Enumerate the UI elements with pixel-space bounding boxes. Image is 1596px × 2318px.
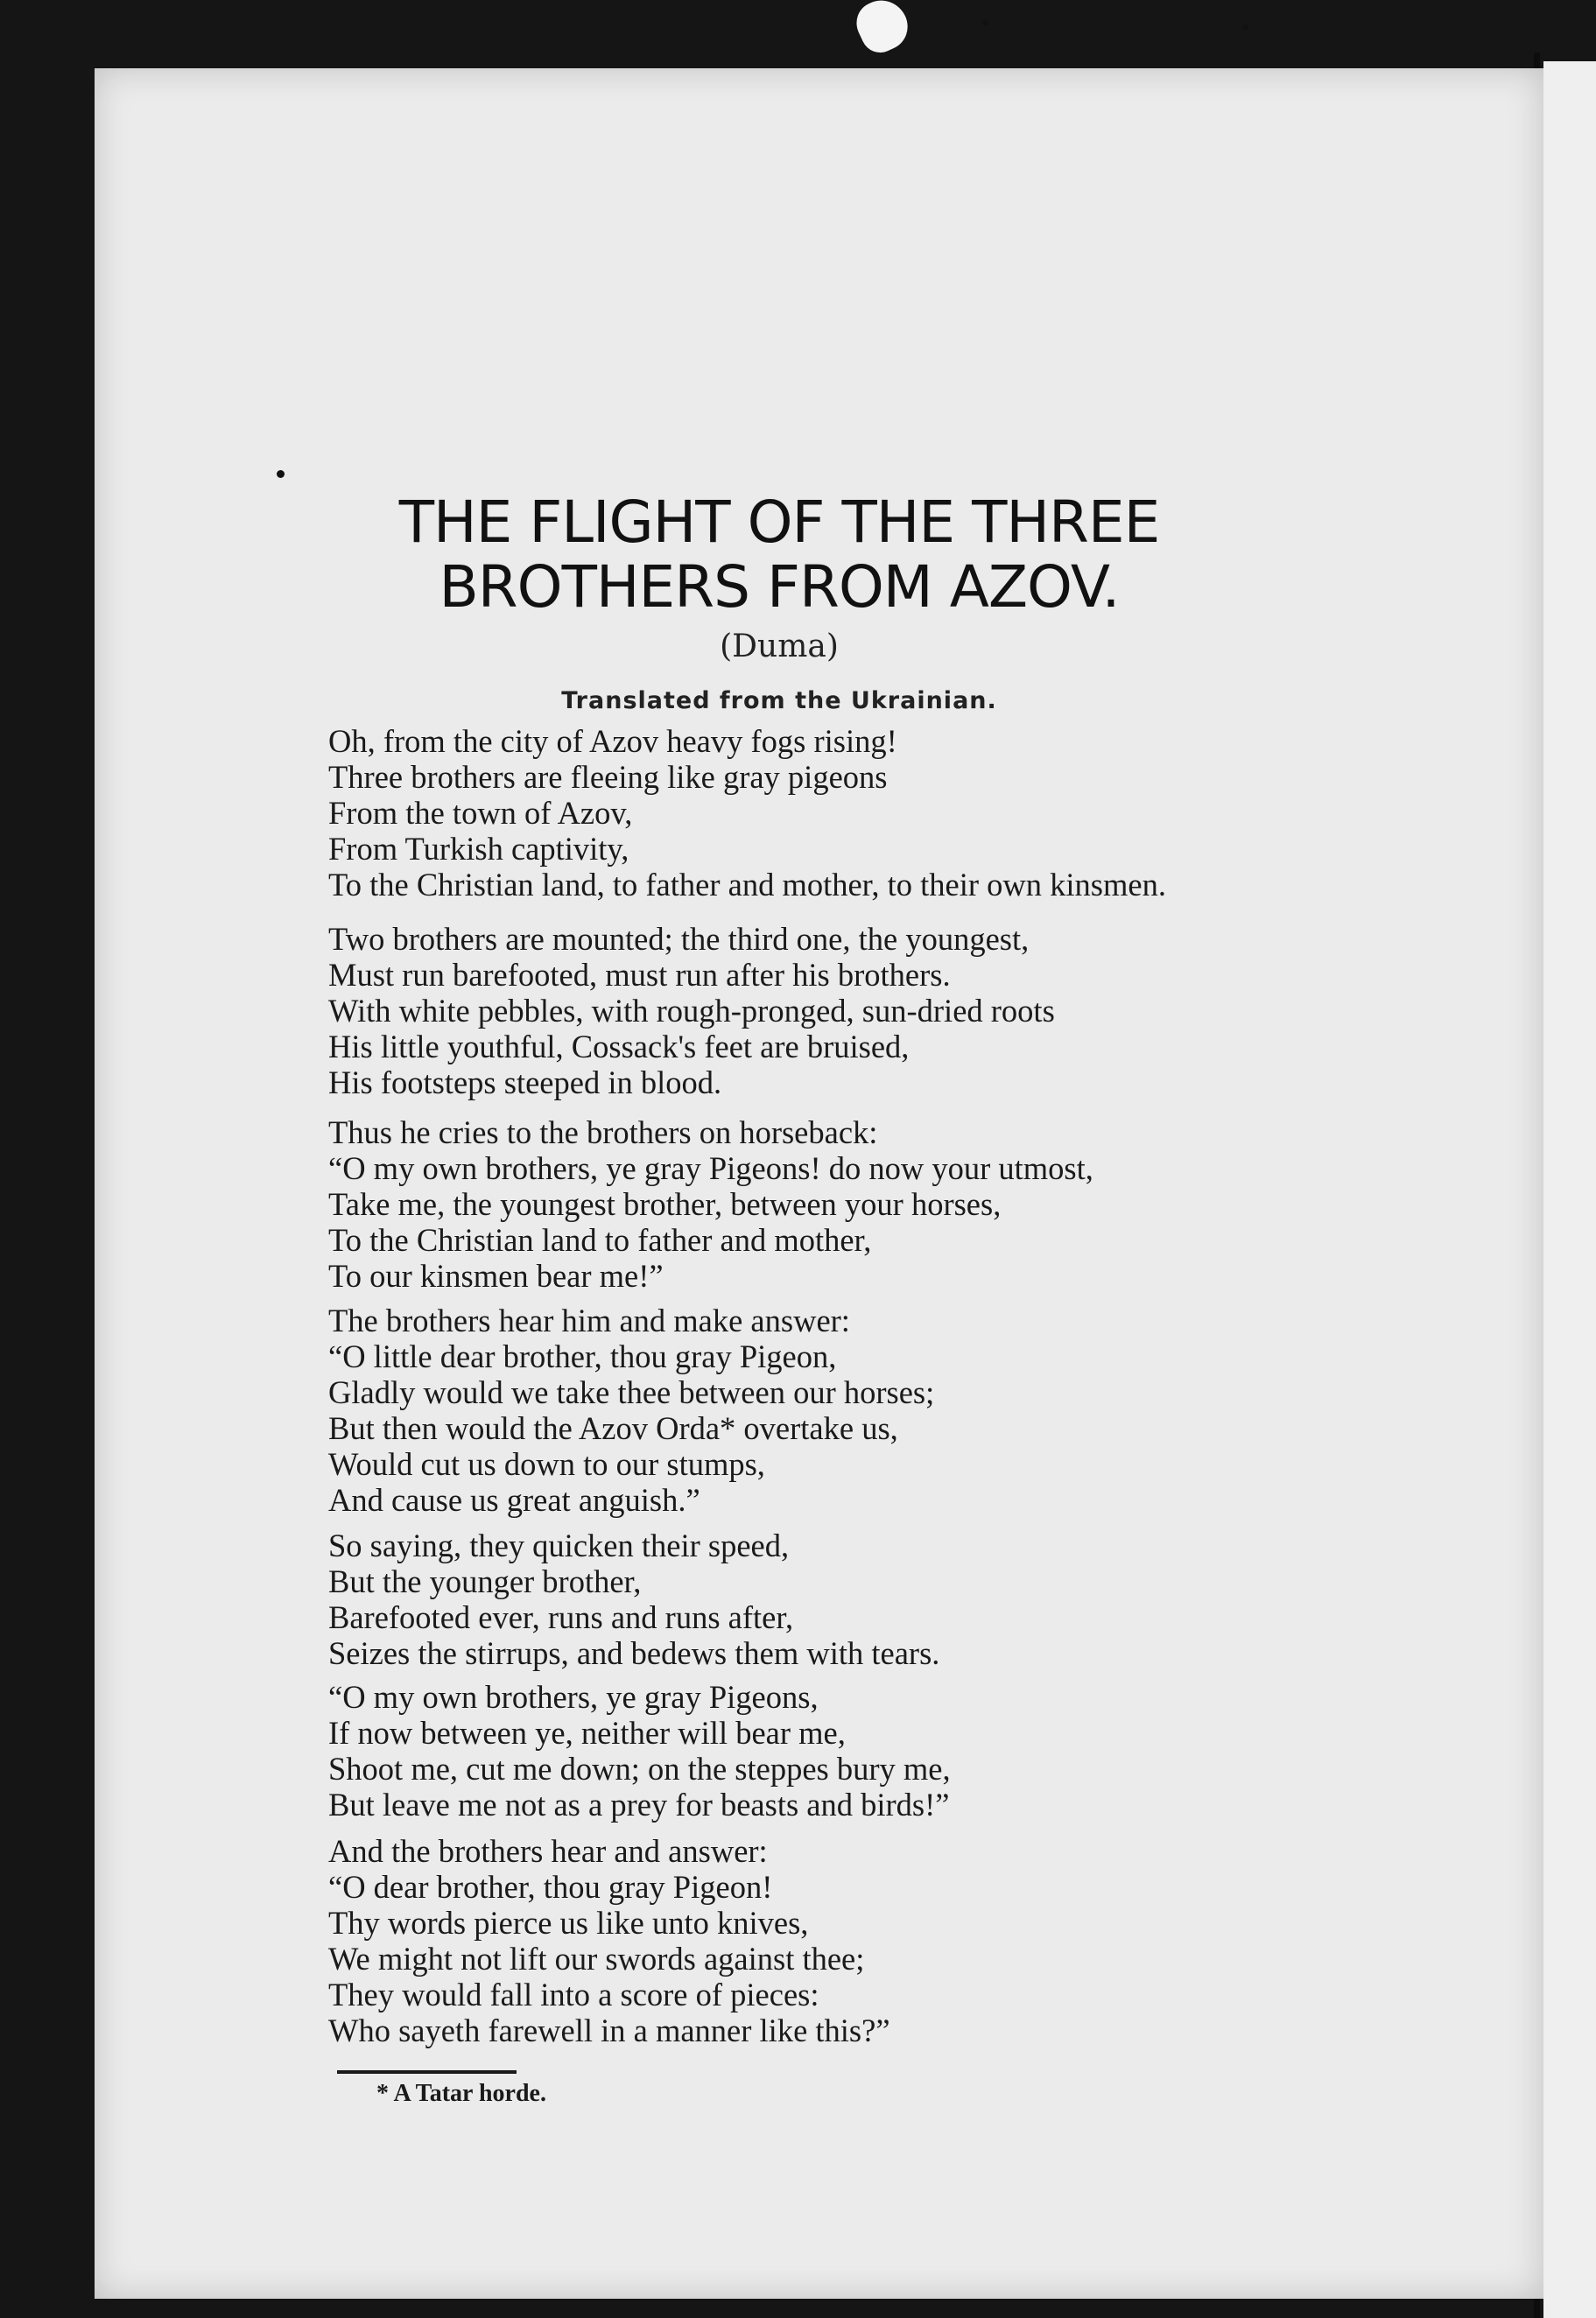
verse-line: Oh, from the city of Azov heavy fogs rising! [328, 723, 897, 759]
translation-note: Translated from the Ukrainian. [561, 687, 997, 714]
verse-line: Thus he cries to the brothers on horseback: [328, 1114, 878, 1150]
verse-line: His footsteps steeped in blood. [328, 1064, 722, 1100]
stanza [328, 1679, 951, 1823]
verse-line: “O my own brothers, ye gray Pigeons, [328, 1679, 819, 1715]
verse-line: Must run barefooted, must run after his brothers. [328, 957, 951, 993]
verse-line: They would fall into a score of pieces: [328, 1977, 819, 2012]
verse-line: So saying, they quicken their speed, [328, 1528, 790, 1563]
verse-line: Seizes the stirrups, and bedews them with tears. [328, 1635, 940, 1671]
stanza [328, 1833, 890, 2048]
verse-line: Three brothers are fleeing like gray pigeons [328, 759, 888, 795]
verse-line: And the brothers hear and answer: [328, 1833, 768, 1869]
document-title [175, 490, 1383, 620]
subtitle: (Duma) [720, 629, 839, 664]
stanza [328, 723, 1166, 903]
verse-line: If now between ye, neither will bear me, [328, 1715, 846, 1751]
verse-line: Barefooted ever, runs and runs after, [328, 1599, 794, 1635]
verse-line: To the Christian land, to father and mother, to their own kinsmen. [328, 867, 1166, 903]
stanza [328, 1114, 1093, 1294]
verse-line: Take me, the youngest brother, between your horses, [328, 1186, 1002, 1222]
verse-line: But then would the Azov Orda* overtake us, [328, 1410, 898, 1446]
stanza [328, 1303, 934, 1518]
title-line-1: THE FLIGHT OF THE THREE [398, 488, 1160, 556]
verse-line: We might not lift our swords against thee; [328, 1941, 865, 1977]
scan-speck [982, 19, 988, 25]
verse-line: From Turkish captivity, [328, 831, 629, 867]
scan-speck [1243, 25, 1248, 30]
verse-line: Who sayeth farewell in a manner like this?” [328, 2012, 890, 2048]
scan-speck [277, 470, 285, 478]
verse-line: Shoot me, cut me down; on the steppes bury me, [328, 1751, 951, 1787]
verse-line: “O my own brothers, ye gray Pigeons! do now your utmost, [328, 1150, 1093, 1186]
footnote-divider [337, 2070, 517, 2074]
stanza [328, 921, 1055, 1100]
verse-line: But the younger brother, [328, 1563, 642, 1599]
verse-line: The brothers hear him and make answer: [328, 1303, 850, 1338]
verse-line: Would cut us down to our stumps, [328, 1446, 765, 1482]
stanza [328, 1528, 939, 1671]
verse-line: With white pebbles, with rough-pronged, sun-dried roots [328, 993, 1055, 1029]
verse-line: From the town of Azov, [328, 795, 633, 831]
title-line-2: BROTHERS FROM AZOV. [439, 552, 1120, 621]
footnote: * A Tatar horde. [376, 2080, 546, 2107]
verse-line: His little youthful, Cossack's feet are bruised, [328, 1029, 910, 1064]
verse-line: “O little dear brother, thou gray Pigeon, [328, 1338, 837, 1374]
verse-line: But leave me not as a prey for beasts and birds!” [328, 1787, 950, 1823]
verse-line: To the Christian land to father and mother, [328, 1222, 872, 1258]
verse-line: To our kinsmen bear me!” [328, 1258, 664, 1294]
verse-line: Gladly would we take thee between our horses; [328, 1374, 935, 1410]
verse-line: And cause us great anguish.” [328, 1482, 700, 1518]
verse-line: Thy words pierce us like unto knives, [328, 1905, 809, 1941]
verse-line: “O dear brother, thou gray Pigeon! [328, 1869, 773, 1905]
scan-artifact [849, 0, 915, 59]
verse-line: Two brothers are mounted; the third one, the youngest, [328, 921, 1030, 957]
adjacent-page-strip [1543, 61, 1596, 2318]
